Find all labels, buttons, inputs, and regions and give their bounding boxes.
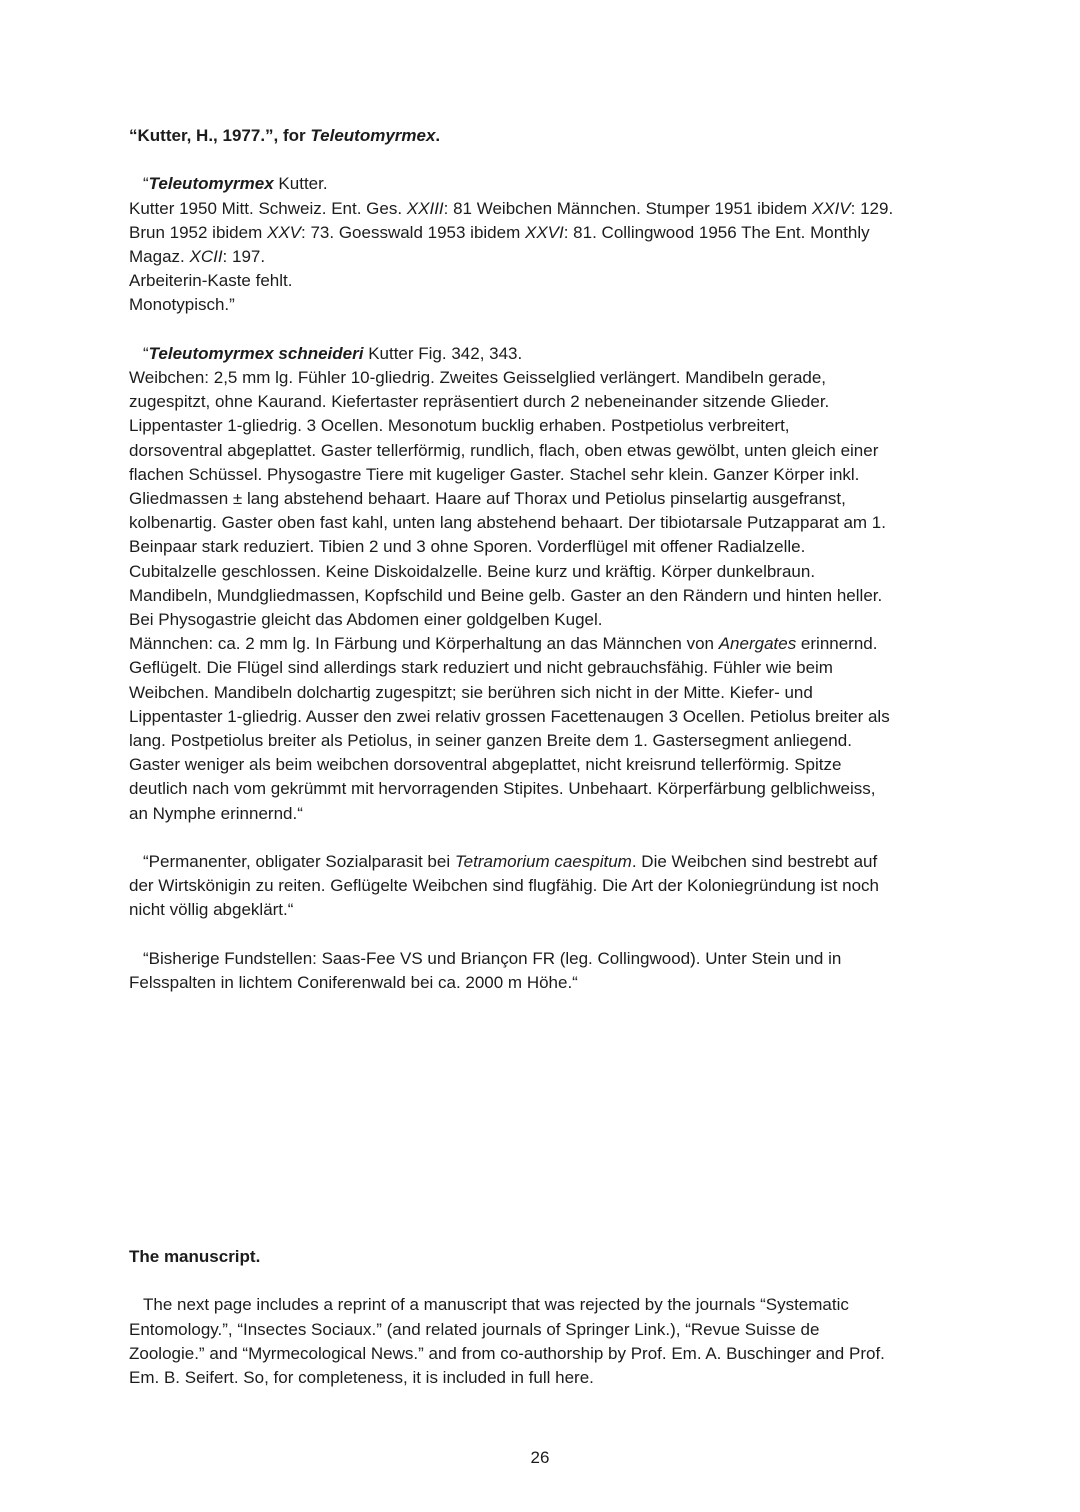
parasite-paragraph-line-3: nicht völlig abgeklärt.“ <box>129 900 294 920</box>
heading-prefix: “Kutter, H., 1977.”, for <box>129 126 311 145</box>
female-description-line: Bei Physogastrie gleicht das Abdomen einer goldgelben Kugel. <box>129 610 603 630</box>
text-run: “Permanenter, obligater Sozialparasit bei <box>143 852 455 872</box>
female-description-line: Weibchen: 2,5 mm lg. Fühler 10-gliedrig. Zweites Geisselglied verlängert. Mandibeln gerade, <box>129 368 827 387</box>
volume-number: XXIII <box>406 198 444 218</box>
locality-paragraph-line-1: “Bisherige Fundstellen: Saas-Fee VS und Briançon FR (leg. Collingwood). Unter Stein und in <box>143 948 842 968</box>
volume-number: XXV <box>266 222 302 242</box>
male-description-line: Gaster weniger als beim weibchen dorsoventral abgeplattet, nicht kreisrund tellerförmig. Spitze <box>129 755 842 775</box>
spacer <box>129 826 959 850</box>
genus-note-worker-caste: Arbeiterin-Kaste fehlt. <box>129 271 293 291</box>
host-species: Tetramorium caespitum <box>454 852 632 872</box>
female-description-line: Mandibeln, Mundgliedmassen, Kopfschild und Beine gelb. Gaster an den Rändern und hinten heller. <box>129 585 883 605</box>
text-run: Brun 1952 ibidem <box>129 222 267 242</box>
text-run: Magaz. <box>129 247 190 266</box>
text-run: : 81 Weibchen Männchen. Stumper 1951 ibidem <box>443 198 812 218</box>
female-description-line: Beinpaar stark reduziert. Tibien 2 und 3 ohne Sporen. Vorderflügel mit offener Radialzelle. <box>129 537 806 557</box>
parasite-paragraph-line-2: der Wirtskönigin zu reiten. Geflügelte Weibchen sind flugfähig. Die Art der Koloniegründung ist noch <box>129 876 880 896</box>
page-number: 26 <box>530 1448 550 1467</box>
text-run: Männchen: ca. 2 mm lg. In Färbung und Körperhaltung an das Männchen von <box>129 634 719 654</box>
text-run: : 129. <box>850 198 894 218</box>
spacer <box>129 148 959 172</box>
locality-paragraph-line-2: Felsspalten in lichtem Coniferenwald bei ca. 2000 m Höhe.“ <box>129 973 578 993</box>
female-description-line: dorsoventral abgeplattet. Gaster tellerförmig, rundlich, flach, oben etwas gewölbt, unten gleich einer <box>129 440 879 460</box>
genus-author: Kutter. <box>273 174 328 194</box>
manuscript-paragraph-line: Entomology.”, “Insectes Sociaux.” (and related journals of Springer Link.), “Revue Suisse de <box>129 1319 820 1339</box>
volume-number: XCII <box>189 247 223 266</box>
female-description-line: Lippentaster 1-gliedrig. 3 Ocellen. Mesonotum bucklig erhaben. Postpetiolus verbreitert, <box>129 416 790 436</box>
male-description-line: an Nymphe erinnernd.“ <box>129 803 303 823</box>
genus-reference-line-3 <box>129 245 959 269</box>
genus-reference-anergates: Anergates <box>718 634 797 654</box>
female-description-line: Gliedmassen ± lang abstehend behaart. Haare auf Thorax und Petiolus pinselartig ausgefranst, <box>129 489 846 509</box>
text-run: Kutter 1950 Mitt. Schweiz. Ent. Ges. <box>129 198 407 218</box>
species-author: Kutter Fig. 342, 343. <box>363 343 523 363</box>
male-description-line: Lippentaster 1-gliedrig. Ausser den zwei relativ grossen Facettenaugen 3 Ocellen. Petiolus breiter als <box>129 706 890 726</box>
female-description-line: Cubitalzelle geschlossen. Keine Diskoidalzelle. Beine kurz und kräftig. Körper dunkelbraun. <box>129 561 816 581</box>
species-name: Teleutomyrmex schneideri <box>148 343 364 363</box>
genus-reference-line-2 <box>129 221 959 245</box>
genus-name: Teleutomyrmex <box>148 174 274 194</box>
quote-mark: “ <box>143 343 149 363</box>
female-description-line: flachen Schüssel. Physogastre Tiere mit kugeliger Gaster. Stachel sehr klein. Ganzer Körper inkl. <box>129 464 860 484</box>
text-run: : 197. <box>222 247 266 266</box>
manuscript-paragraph-line: The next page includes a reprint of a manuscript that was rejected by the journals “Systematic <box>143 1295 849 1315</box>
spacer <box>129 318 959 342</box>
text-run: : 81. Collingwood 1956 The Ent. Monthly <box>563 222 870 242</box>
species-title <box>129 342 959 366</box>
female-description-line: zugespitzt, ohne Kaurand. Kiefertaster repräsentiert durch 2 nebeneinander sitzende Glieder. <box>129 392 830 412</box>
text-run: : 73. Goesswald 1953 ibidem <box>301 222 525 242</box>
quote-mark: “ <box>143 174 149 194</box>
male-description-line: deutlich nach vom gekrümmt mit hervorragenden Stipites. Unbehaart. Körperfärbung gelblichweiss, <box>129 779 876 799</box>
manuscript-paragraph-line: Zoologie.” and “Myrmecological News.” and from co-authorship by Prof. Em. A. Buschinger and Prof. <box>129 1343 885 1363</box>
male-description-line: lang. Postpetiolus breiter als Petiolus, in seiner ganzen Breite dem 1. Gastersegment anliegend. <box>129 731 852 751</box>
page-heading <box>129 124 959 148</box>
genus-note-monotypic: Monotypisch.” <box>129 295 235 315</box>
manuscript-heading: The manuscript. <box>129 1247 261 1266</box>
spacer <box>129 1269 959 1293</box>
genus-reference-line-1 <box>129 197 959 221</box>
spacer <box>129 923 959 947</box>
volume-number: XXVI <box>524 222 564 242</box>
volume-number: XXIV <box>811 198 851 218</box>
male-description-line: Geflügelt. Die Flügel sind allerdings stark reduziert und nicht gebrauchsfähig. Fühler wie beim <box>129 658 833 678</box>
manuscript-section <box>129 1245 959 1390</box>
male-description-first-line <box>129 632 959 656</box>
main-text-block <box>129 124 959 995</box>
male-description-line: Weibchen. Mandibeln dolchartig zugespitzt; sie berühren sich nicht in der Mitte. Kiefer- und <box>129 682 813 702</box>
female-description-line: kolbenartig. Gaster oben fast kahl, unten lang abstehend behaart. Der tibiotarsale Putzapparat am 1. <box>129 513 886 533</box>
text-run: erinnernd. <box>796 634 878 654</box>
parasite-paragraph-line-1 <box>129 850 959 874</box>
manuscript-paragraph-line: Em. B. Seifert. So, for completeness, it is included in full here. <box>129 1368 594 1387</box>
genus-title <box>129 172 959 196</box>
text-run: . Die Weibchen sind bestrebt auf <box>631 852 878 872</box>
heading-suffix: . <box>435 126 441 145</box>
heading-genus: Teleutomyrmex <box>310 126 436 145</box>
